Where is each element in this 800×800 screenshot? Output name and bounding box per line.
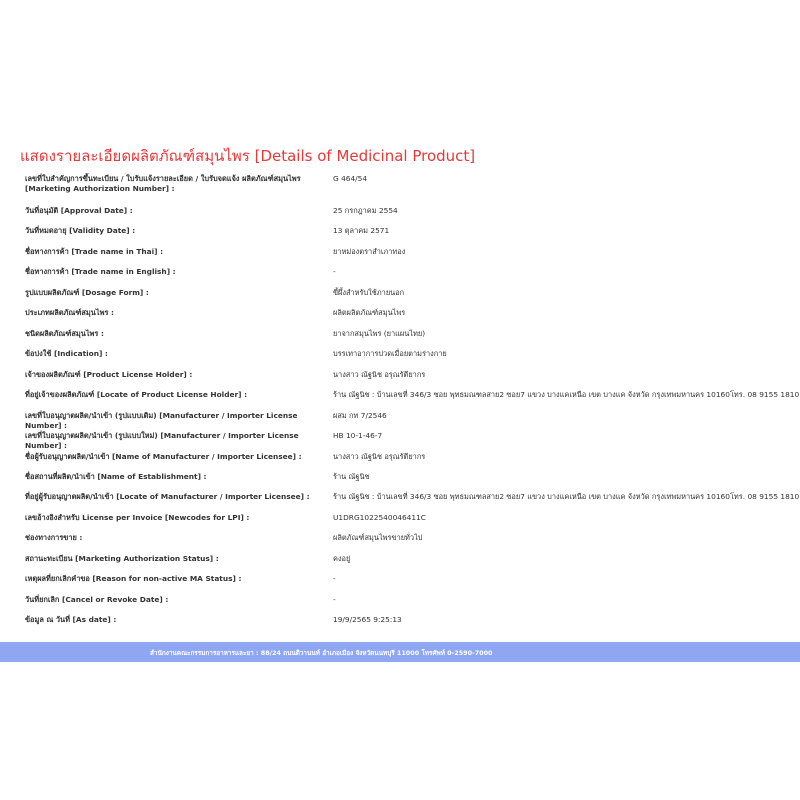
detail-value: ยาหม่องตราสำเภาทอง (333, 247, 406, 256)
detail-value: HB 10-1-46-7 (333, 431, 383, 440)
detail-value: - (333, 574, 336, 583)
detail-label: ชื่อทางการค้า [Trade name in Thai] : (25, 247, 164, 256)
detail-label: ชื่อทางการค้า [Trade name in English] : (25, 267, 176, 276)
detail-value: 19/9/2565 9:25:13 (333, 615, 402, 624)
detail-label: วันที่หมดอายุ [Validity Date] : (25, 226, 136, 235)
detail-value: นางสาว ณัฐนิช อรุณรัตียากร (333, 370, 426, 379)
detail-value: U1DRG1022540046411C (333, 513, 426, 522)
detail-label: เลขที่ใบอนุญาตผลิต/นำเข้า (รูปแบบเดิม) [Manufacturer / Importer License Number] : (25, 411, 298, 430)
detail-value: ร้าน ณัฐนิช : บ้านเลขที่ 346/3 ซอย พุทธมณฑลสาย2 ซอย7 แขวง บางแคเหนือ เขต บางแค จังหวัด กรุงเทพมหานคร 10160โทร. 08 9155 1810 (333, 492, 800, 501)
detail-label: เลขอ้างอิงสำหรับ License per Invoice [Newcodes for LPI] : (25, 513, 250, 522)
detail-label: ช่องทางการขาย : (25, 533, 83, 542)
detail-value: นางสาว ณัฐนิช อรุณรัตียากร (333, 452, 426, 461)
detail-label: เจ้าของผลิตภัณฑ์ [Product License Holder] : (25, 370, 193, 379)
detail-label: สถานะทะเบียน [Marketing Authorization Status] : (25, 554, 219, 563)
detail-label: เลขที่ใบสำคัญการขึ้นทะเบียน / ใบรับแจ้งรายละเอียด / ใบรับจดแจ้ง ผลิตภัณฑ์สมุนไพร [Marketing Authorization Number] : (25, 174, 301, 193)
detail-label: วันที่ยกเลิก [Cancel or Revoke Date] : (25, 595, 169, 604)
detail-label: รูปแบบผลิตภัณฑ์ [Dosage Form] : (25, 288, 149, 297)
detail-label: ชื่อผู้รับอนุญาตผลิต/นำเข้า [Name of Manufacturer / Importer Licensee] : (25, 452, 302, 461)
detail-value: ขี้ผึ้งสำหรับใช้ภายนอก (333, 288, 405, 297)
detail-value: ผลิตภัณฑ์สมุนไพรขายทั่วไป (333, 533, 423, 542)
detail-value: ร้าน ณัฐนิช : บ้านเลขที่ 346/3 ซอย พุทธมณฑลสาย2 ซอย7 แขวง บางแคเหนือ เขต บางแค จังหวัด กรุงเทพมหานคร 10160โทร. 08 9155 1810 (333, 390, 800, 399)
detail-value: บรรเทาอาการปวดเมื่อยตามร่างกาย (333, 349, 447, 358)
detail-value: 13 ตุลาคม 2571 (333, 226, 390, 235)
footer-bar (0, 642, 800, 662)
detail-value: คงอยู่ (333, 554, 351, 563)
detail-value: ผสม กท 7/2546 (333, 411, 387, 420)
detail-value: ยาจากสมุนไพร (ยาแผนไทย) (333, 329, 426, 338)
detail-value: - (333, 595, 336, 604)
detail-value: ผลิตผลิตภัณฑ์สมุนไพร (333, 308, 406, 317)
detail-value: 25 กรกฎาคม 2554 (333, 206, 398, 215)
detail-label: ที่อยู่เจ้าของผลิตภัณฑ์ [Locate of Product License Holder] : (25, 390, 248, 399)
footer-contact-text: สำนักงานคณะกรรมการอาหารและยา : 88/24 ถนนติวานนท์ อำเภอเมือง จังหวัดนนทบุรี 11000 โทรศัพท์ 0-2590-7000 (150, 649, 493, 657)
detail-label: ข้อมูล ณ วันที่ [As date] : (25, 615, 117, 624)
detail-label: เลขที่ใบอนุญาตผลิต/นำเข้า (รูปแบบใหม่) [Manufacturer / Importer License Number] : (25, 431, 299, 450)
detail-label: วันที่อนุมัติ [Approval Date] : (25, 206, 133, 215)
detail-value: G 464/54 (333, 174, 368, 183)
detail-value: ร้าน ณัฐนิช (333, 472, 370, 481)
page-title: แสดงรายละเอียดผลิตภัณฑ์สมุนไพร [Details of Medicinal Product] (20, 147, 476, 165)
detail-label: ประเภทผลิตภัณฑ์สมุนไพร : (25, 308, 114, 317)
detail-label: ข้อบ่งใช้ [Indication] : (25, 349, 108, 358)
detail-value: - (333, 267, 336, 276)
detail-label: เหตุผลที่ยกเลิกคำขอ [Reason for non-active MA Status] : (25, 574, 242, 583)
detail-label: ที่อยู่ผู้รับอนุญาตผลิต/นำเข้า [Locate of Manufacturer / Importer Licensee] : (25, 492, 310, 501)
detail-label: ชนิดผลิตภัณฑ์สมุนไพร : (25, 329, 104, 338)
detail-label: ชื่อสถานที่ผลิต/นำเข้า [Name of Establishment] : (25, 472, 207, 481)
